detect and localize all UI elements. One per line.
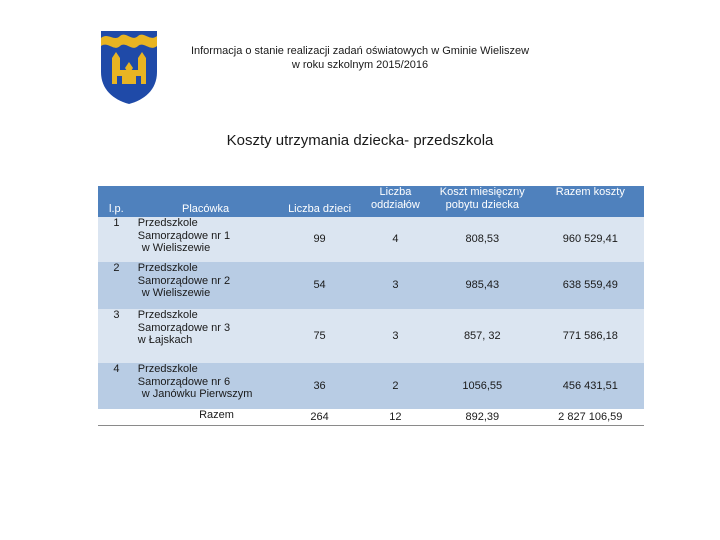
row-razem-koszty: 638 559,49: [537, 262, 644, 309]
total-liczba-oddzialow: 12: [363, 409, 428, 426]
table-row: [98, 309, 644, 363]
row-name-line: Przedszkole: [137, 262, 198, 274]
row-name: [135, 262, 277, 309]
row-lp: 1: [98, 217, 135, 262]
header-razem-koszty: Razem koszty: [537, 186, 644, 217]
row-koszt-miesieczny: 985,43: [428, 262, 537, 309]
table-total-row: [98, 409, 644, 426]
row-name-line: Samorządowe nr 2: [137, 274, 231, 287]
row-koszt-miesieczny: 857, 32: [428, 309, 537, 363]
header-liczba-oddzialow: Liczba oddziałów: [363, 186, 428, 217]
header-line-2: w roku szkolnym 2015/2016: [291, 59, 429, 71]
header-liczba-dzieci: Liczba dzieci: [276, 186, 363, 217]
row-name-line: Przedszkole: [137, 363, 198, 375]
row-liczba-dzieci: 99: [276, 217, 363, 262]
row-koszt-miesieczny: 808,53: [428, 217, 537, 262]
row-lp: 2: [98, 262, 135, 309]
row-razem-koszty: 771 586,18: [537, 309, 644, 363]
total-label: Razem: [135, 409, 277, 426]
row-liczba-dzieci: 36: [276, 363, 363, 409]
table-row: [98, 262, 644, 309]
row-lp: 3: [98, 309, 135, 363]
row-liczba-dzieci: 54: [276, 262, 363, 309]
row-name-line: w Wieliszewie: [141, 287, 211, 299]
row-razem-koszty: 456 431,51: [537, 363, 644, 409]
header-lp: l.p.: [98, 186, 135, 217]
municipality-crest-icon: [98, 28, 160, 106]
row-name-line: Przedszkole: [137, 217, 198, 229]
table-row: [98, 363, 644, 409]
total-razem-koszty: 2 827 106,59: [537, 409, 644, 426]
header-placowka: Placówka: [135, 186, 277, 217]
row-name-line: w Wieliszewie: [141, 242, 211, 254]
row-name-line: Samorządowe nr 3: [137, 321, 231, 334]
costs-table: [98, 186, 644, 426]
row-koszt-miesieczny: 1056,55: [428, 363, 537, 409]
total-lp-empty: [98, 409, 135, 426]
row-liczba-oddzialow: 3: [363, 262, 428, 309]
row-liczba-oddzialow: 2: [363, 363, 428, 409]
row-name: [135, 309, 277, 363]
page-title: Koszty utrzymania dziecka- przedszkola: [226, 132, 494, 149]
row-liczba-dzieci: 75: [276, 309, 363, 363]
row-name-line: Przedszkole: [137, 309, 198, 321]
row-liczba-oddzialow: 4: [363, 217, 428, 262]
report-header: [180, 44, 540, 72]
row-name: [135, 363, 277, 409]
table-row: [98, 217, 644, 262]
table-header-row: [98, 186, 644, 217]
row-name-line: Samorządowe nr 6: [137, 375, 231, 388]
row-liczba-oddzialow: 3: [363, 309, 428, 363]
row-name-line: w Łajskach: [137, 334, 193, 346]
header-koszt-miesieczny: Koszt miesięczny pobytu dziecka: [428, 186, 537, 217]
row-name-line: Samorządowe nr 1: [137, 229, 231, 242]
total-liczba-dzieci: 264: [276, 409, 363, 426]
total-koszt-miesieczny: 892,39: [428, 409, 537, 426]
row-razem-koszty: 960 529,41: [537, 217, 644, 262]
row-name-line: w Janówku Pierwszym: [141, 388, 253, 400]
row-lp: 4: [98, 363, 135, 409]
row-name: [135, 217, 277, 262]
header-line-1: Informacja o stanie realizacji zadań oświatowych w Gminie Wieliszew: [190, 45, 530, 57]
